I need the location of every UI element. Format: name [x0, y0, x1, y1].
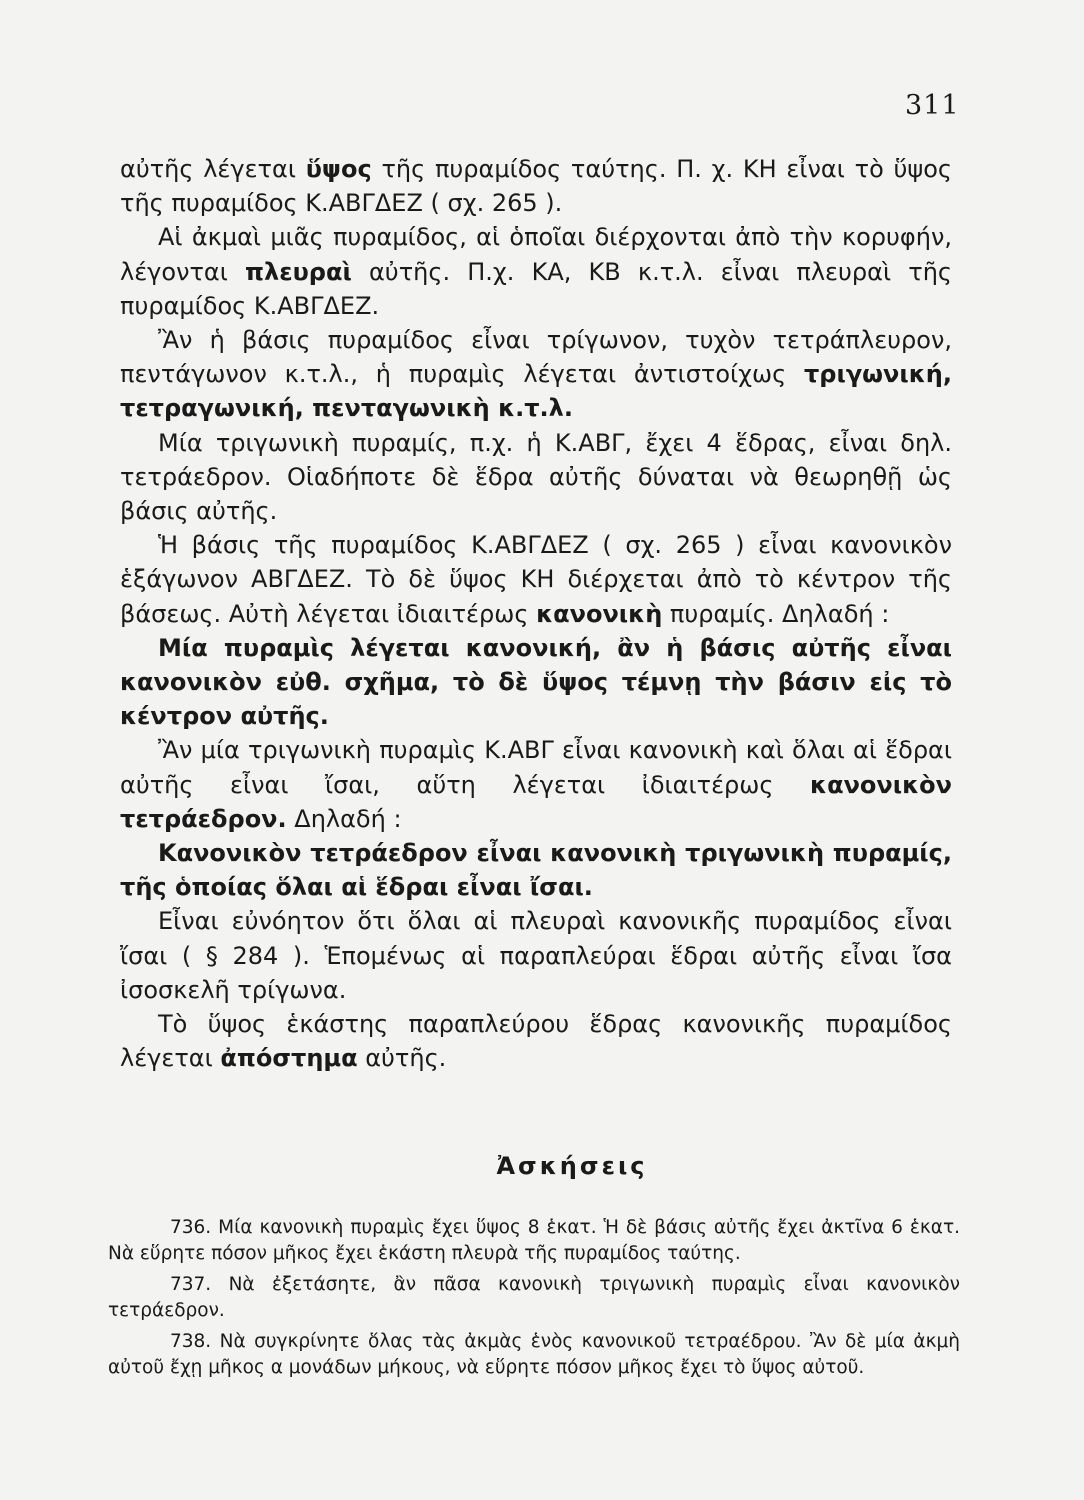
bold-term: Μία πυραμὶς λέγεται κανονική, ἂν ἡ βάσις αὐτῆς εἶναι κανονικὸν εὐθ. σχῆμα, τὸ δὲ ὕψος τέμνῃ τὴν βάσιν εἰς τὸ κέντρον αὐτῆς. [120, 633, 952, 731]
body-text [120, 152, 952, 1075]
bold-term: Κανονικὸν τετράεδρον εἶναι κανονικὴ τριγωνικὴ πυραμίς, τῆς ὁποίας ὅλαι αἱ ἕδραι εἶναι ἴσαι. [120, 839, 952, 902]
paragraph [120, 733, 952, 836]
text-run: Αἱ ἀκμαὶ μιᾶς πυραμίδος, αἱ ὁποῖαι διέρχονται ἀπὸ τὴν κορυφήν, λέγονται [120, 223, 952, 286]
paragraph [120, 152, 952, 220]
text-run: Μία τριγωνικὴ πυραμίς, π.χ. ἡ Κ.ΑΒΓ, ἔχει 4 ἕδρας, εἶναι δηλ. τετράεδρον. Οἱαδήποτε δὲ ἕδρα αὐτῆς δύναται νὰ θεωρηθῇ ὡς βάσις αὐτῆς. [120, 428, 952, 526]
paragraph [120, 836, 952, 904]
text-run: πυραμίς. Δηλαδή : [662, 599, 890, 628]
text-run: αὐτῆς. [357, 1044, 447, 1073]
paragraph [120, 631, 952, 734]
text-run: Ἂν μία τριγωνικὴ πυραμὶς Κ.ΑΒΓ εἶναι κανονικὴ καὶ ὅλαι αἱ ἕδραι αὐτῆς εἶναι ἴσαι, αὕτη λέγεται ἰδιαιτέρως [120, 736, 952, 799]
exercise-item: 737. Νὰ ἐξετάσητε, ἂν πᾶσα κανονικὴ τριγωνικὴ πυραμὶς εἶναι κανονικὸν τετράεδρον. [108, 1274, 960, 1321]
text-run: Τὸ ὕψος ἑκάστης παραπλεύρου ἕδρας κανονικῆς πυραμίδος λέγεται [120, 1010, 952, 1073]
exercise-item: 738. Νὰ συγκρίνητε ὅλας τὰς ἀκμὰς ἑνὸς κανονικοῦ τετραέδρου. Ἂν δὲ μία ἀκμὴ αὐτοῦ ἔχῃ μῆκος α μονάδων μήκους, νὰ εὕρητε πόσον μῆκος ἔχει τὸ ὕψος αὐτοῦ. [108, 1331, 960, 1378]
bold-term: ὕψος [305, 155, 372, 183]
paragraph [120, 323, 952, 426]
paragraph [120, 1007, 952, 1075]
text-run: τῆς πυραμίδος ταύτης. Π. χ. ΚΗ εἶναι τὸ ὕψος τῆς πυραμίδος Κ.ΑΒΓΔΕΖ ( σχ. 265 ). [120, 155, 952, 218]
bold-term: ἀπόστημα [220, 1044, 358, 1073]
text-run: Ἡ βάσις τῆς πυραμίδος Κ.ΑΒΓΔΕΖ ( σχ. 265 ) εἶναι κανονικὸν ἑξάγωνον ΑΒΓΔΕΖ. Τὸ δὲ ὕψος ΚΗ διέρχεται ἀπὸ τὸ κέντρον τῆς βάσεως. Αὐτὴ λέγεται ἰδιαιτέρως [120, 531, 952, 628]
bold-term: κανονικὸν τετράεδρον. [120, 770, 952, 833]
paragraph [120, 220, 952, 323]
text-run: Ἂν ἡ βάσις πυραμίδος εἶναι τρίγωνον, τυχὸν τετράπλευρον, πεντάγωνον κ.τ.λ., ἡ πυραμὶς λέγεται ἀντιστοίχως [120, 326, 952, 389]
bold-term: τριγωνική, τετραγωνική, πενταγωνικὴ κ.τ.λ. [120, 360, 952, 423]
paragraph [120, 426, 952, 529]
exercises-list [108, 1215, 960, 1386]
bold-term: κανονικὴ [536, 599, 663, 628]
paragraph [120, 528, 952, 631]
text-run: Δηλαδή : [286, 804, 402, 833]
bold-term: πλευραὶ [245, 257, 352, 286]
paragraph [120, 904, 952, 1007]
text-run: Εἶναι εὐνόητον ὅτι ὅλαι αἱ πλευραὶ κανονικῆς πυραμίδος εἶναι ἴσαι ( § 284 ). Ἑπομένως αἱ παραπλεύραι ἕδραι αὐτῆς εἶναι ἴσα ἰσοσκελῆ τρίγωνα. [120, 907, 952, 1004]
exercises-heading: Ἀσκήσεις [496, 1152, 648, 1180]
exercise-item: 736. Μία κανονικὴ πυραμὶς ἔχει ὕψος 8 ἑκατ. Ἡ δὲ βάσις αὐτῆς ἔχει ἀκτῖνα 6 ἑκατ. Νὰ εὕρητε πόσον μῆκος ἔχει ἑκάστη πλευρὰ τῆς πυραμίδος ταύτης. [108, 1217, 960, 1264]
text-run: αὐτῆς. Π.χ. ΚΑ, ΚΒ κ.τ.λ. εἶναι πλευραὶ τῆς πυραμίδος Κ.ΑΒΓΔΕΖ. [120, 257, 953, 320]
text-run: αὐτῆς λέγεται [120, 155, 306, 183]
page-number: 311 [905, 90, 960, 121]
